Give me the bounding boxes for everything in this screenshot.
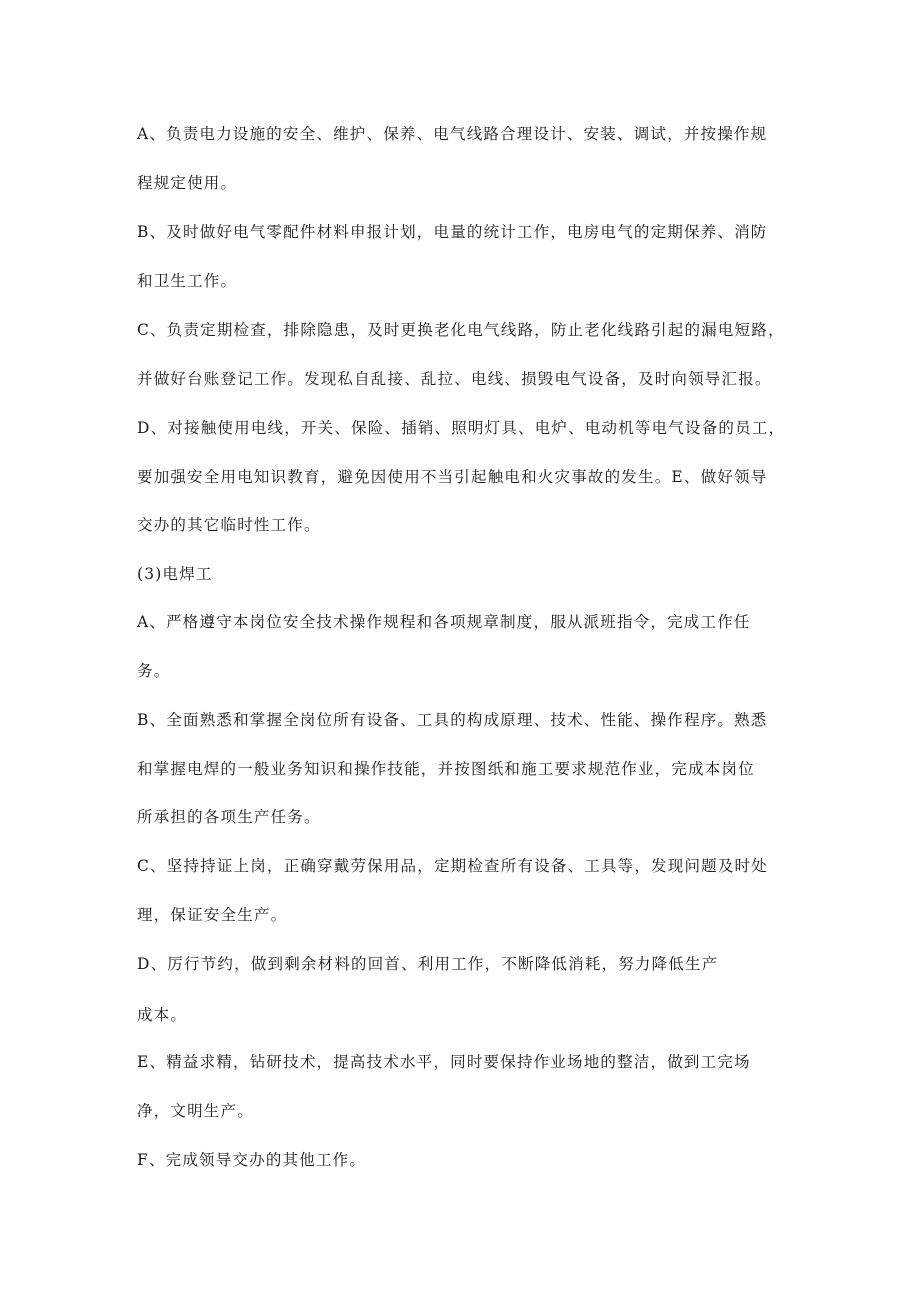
- text-line: D、对接触使用电线，开关、保险、插销、照明灯具、电炉、电动机等电气设备的员工，: [137, 419, 786, 437]
- text-line: C、负责定期检查，排除隐患，及时更换老化电气线路，防止老化线路引起的漏电短路，: [137, 321, 785, 339]
- text-line: A、严格遵守本岗位安全技术操作规程和各项规章制度，服从派班指令，完成工作任: [137, 613, 751, 631]
- text-line: B、及时做好电气零配件材料申报计划，电量的统计工作，电房电气的定期保养、消防: [137, 223, 768, 241]
- text-line: B、全面熟悉和掌握全岗位所有设备、工具的构成原理、技术、性能、操作程序。熟悉: [137, 711, 768, 729]
- text-line: 成本。: [137, 1006, 188, 1024]
- text-line: 所承担的各项生产任务。: [137, 808, 321, 826]
- text-line: D、厉行节约，做到剩余材料的回首、利用工作，不断降低消耗，努力降低生产: [137, 955, 719, 973]
- section-heading: (3)电焊工: [137, 565, 213, 583]
- text-line: 并做好台账登记工作。发现私自乱接、乱拉、电线、损毁电气设备，及时向领导汇报。: [137, 370, 772, 388]
- text-line: 程规定使用。: [137, 174, 238, 192]
- text-line: F、完成领导交办的其他工作。: [137, 1151, 367, 1169]
- text-line: C、坚持持证上岗，正确穿戴劳保用品，定期检查所有设备、工具等，发现问题及时处: [137, 857, 768, 875]
- text-line: 交办的其它临时性工作。: [137, 516, 321, 534]
- text-line: A、负责电力设施的安全、维护、保养、电气线路合理设计、安装、调试，并按操作规: [137, 125, 768, 143]
- text-line: 理，保证安全生产。: [137, 906, 288, 924]
- text-line: 要加强安全用电知识教育，避免因使用不当引起触电和火灾事故的发生。E、做好领导: [137, 468, 768, 486]
- text-line: E、精益求精，钻研技术，提高技术水平，同时要保持作业场地的整洁，做到工完场: [137, 1053, 751, 1071]
- text-line: 和掌握电焊的一般业务知识和操作技能，并按图纸和施工要求规范作业，完成本岗位: [137, 760, 755, 778]
- text-line: 务。: [137, 662, 171, 680]
- text-line: 和卫生工作。: [137, 272, 238, 290]
- text-line: 净，文明生产。: [137, 1102, 254, 1120]
